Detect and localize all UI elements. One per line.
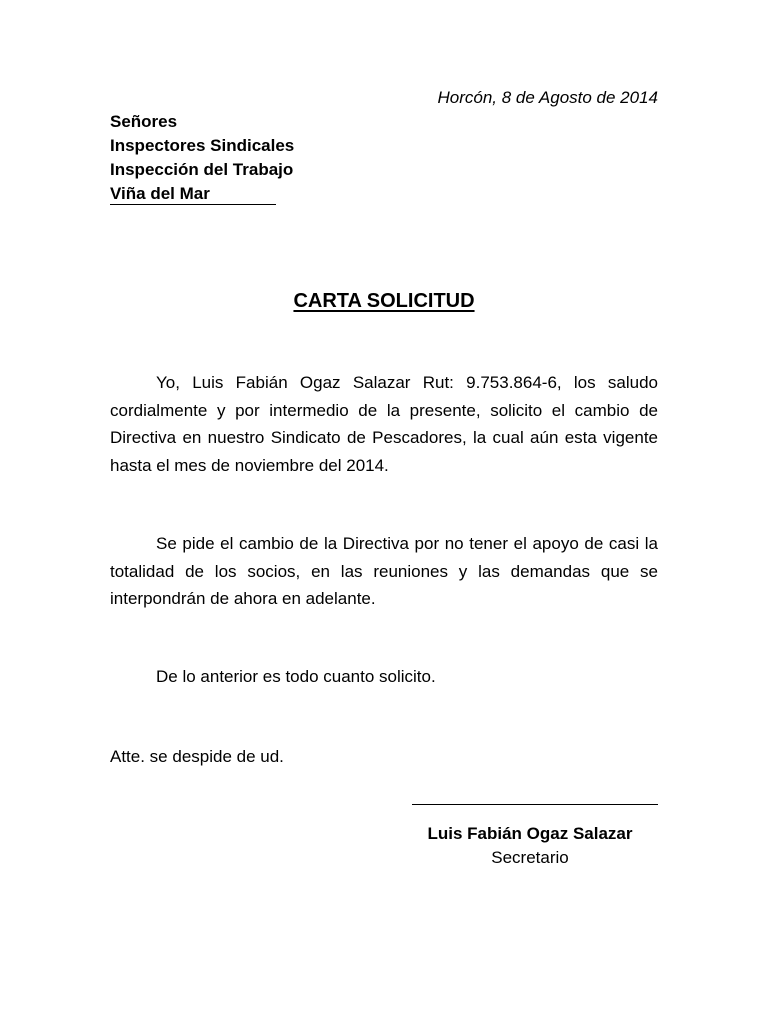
signer-name: Luis Fabián Ogaz Salazar bbox=[427, 824, 633, 843]
recipient-block bbox=[110, 110, 294, 206]
body-paragraph-1: Yo, Luis Fabián Ogaz Salazar Rut: 9.753.864-6, los saludo cordialmente y por intermedio de la presente, solicito el cambio de Directiva en nuestro Sindicato de Pescadores, la cual aún esta vigente hasta el mes de noviembre del 2014. bbox=[110, 373, 658, 475]
signer-role: Secretario bbox=[491, 848, 569, 867]
letter-date: Horcón, 8 de Agosto de 2014 bbox=[437, 88, 658, 107]
recipient-organization: Inspección del Trabajo bbox=[110, 160, 294, 179]
closing-line: Atte. se despide de ud. bbox=[110, 747, 284, 766]
recipient-city: Viña del Mar bbox=[110, 184, 276, 205]
letter-title: CARTA SOLICITUD bbox=[293, 290, 475, 312]
letter-title-wrapper bbox=[0, 287, 768, 315]
body-paragraph-3: De lo anterior es todo cuanto solicito. bbox=[156, 667, 436, 686]
recipient-title: Inspectores Sindicales bbox=[110, 136, 295, 155]
body-paragraph-2: Se pide el cambio de la Directiva por no tener el apoyo de casi la totalidad de los socios, en las reuniones y las demandas que se interpondrán de ahora en adelante. bbox=[110, 534, 658, 608]
signature-line bbox=[412, 804, 658, 805]
recipient-salutation: Señores bbox=[110, 112, 178, 131]
